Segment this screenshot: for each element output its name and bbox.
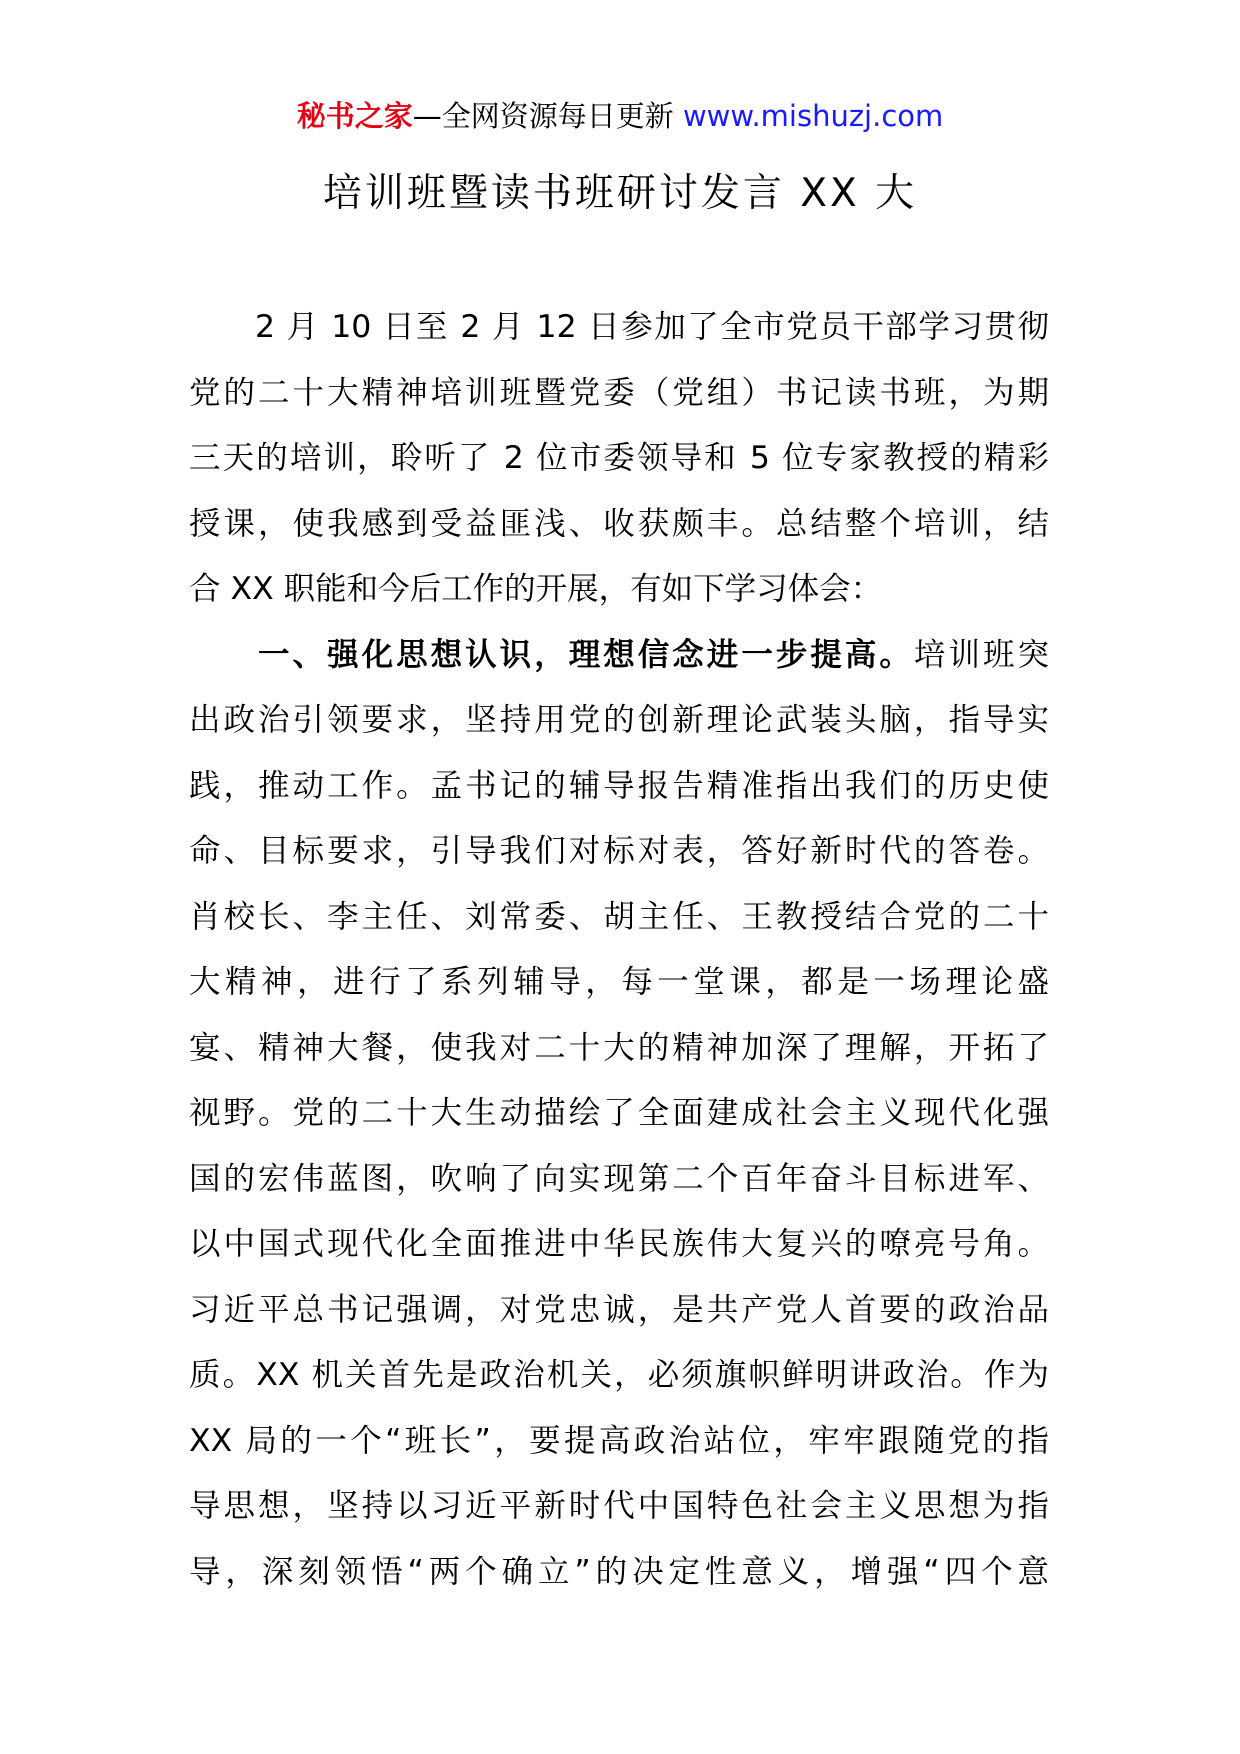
site-tagline: —全网资源每日更新 (412, 99, 674, 133)
paragraph-line: 以中国式现代化全面推进中华民族伟大复兴的嘹亮号角。 (189, 1226, 1049, 1262)
site-url-link[interactable]: www.mishuzj.com (682, 99, 944, 133)
paragraph-line: 质。XX 机关首先是政治机关，必须旗帜鲜明讲政治。作为 (189, 1357, 1049, 1393)
paragraph-line: 大精神，进行了系列辅导，每一堂课，都是一场理论盛 (189, 964, 1049, 1000)
paragraph-line: 肖校长、李主任、刘常委、胡主任、王教授结合党的二十 (189, 898, 1049, 935)
section-heading-line (189, 623, 1049, 689)
paragraph-line: 党的二十大精神培训班暨党委（党组）书记读书班，为期 (189, 374, 1049, 411)
paragraph-line: 宴、精神大餐，使我对二十大的精神加深了理解，开拓了 (189, 1029, 1049, 1066)
paragraph-line: 三天的培训，聆听了 2 位市委领导和 5 位专家教授的精彩 (189, 440, 1049, 476)
paragraph-line: 践，推动工作。孟书记的辅导报告精准指出我们的历史使 (189, 767, 1049, 804)
paragraph-line: 导，深刻领悟“两个确立”的决定性意义，增强“四个意 (189, 1553, 1049, 1590)
section-heading: 一、强化思想认识，理想信念进一步提高。 (189, 636, 914, 673)
paragraph-line: 合 XX 职能和今后工作的开展，有如下学习体会： (189, 571, 883, 607)
paragraph-line: 习近平总书记强调，对党忠诚，是共产党人首要的政治品 (189, 1291, 1049, 1328)
paragraph-line: 出政治引领要求，坚持用党的创新理论武装头脑，指导实 (189, 702, 1049, 738)
paragraph-line: 2 月 10 日至 2 月 12 日参加了全市党员干部学习贯彻 (189, 309, 1049, 345)
paragraph-line: 授课，使我感到受益匪浅、收获颇丰。总结整个培训，结 (189, 505, 1049, 542)
paragraph-line-rest: 培训班突 (913, 636, 1049, 673)
document-title: 培训班暨读书班研讨发言 XX 大 (322, 171, 918, 216)
paragraph-line: XX 局的一个“班长”，要提高政治站位，牢牢跟随党的指 (189, 1422, 1049, 1459)
paragraph-line: 命、目标要求，引导我们对标对表，答好新时代的答卷。 (189, 833, 1049, 869)
site-banner (0, 96, 1240, 136)
paragraph-line: 视野。党的二十大生动描绘了全面建成社会主义现代化强 (189, 1095, 1049, 1131)
document-body (189, 295, 1049, 1605)
paragraph-line: 国的宏伟蓝图，吹响了向实现第二个百年奋斗目标进军、 (189, 1160, 1049, 1197)
site-brand-name: 秘书之家 (296, 99, 413, 133)
paragraph-line: 导思想，坚持以习近平新时代中国特色社会主义思想为指 (189, 1488, 1049, 1524)
